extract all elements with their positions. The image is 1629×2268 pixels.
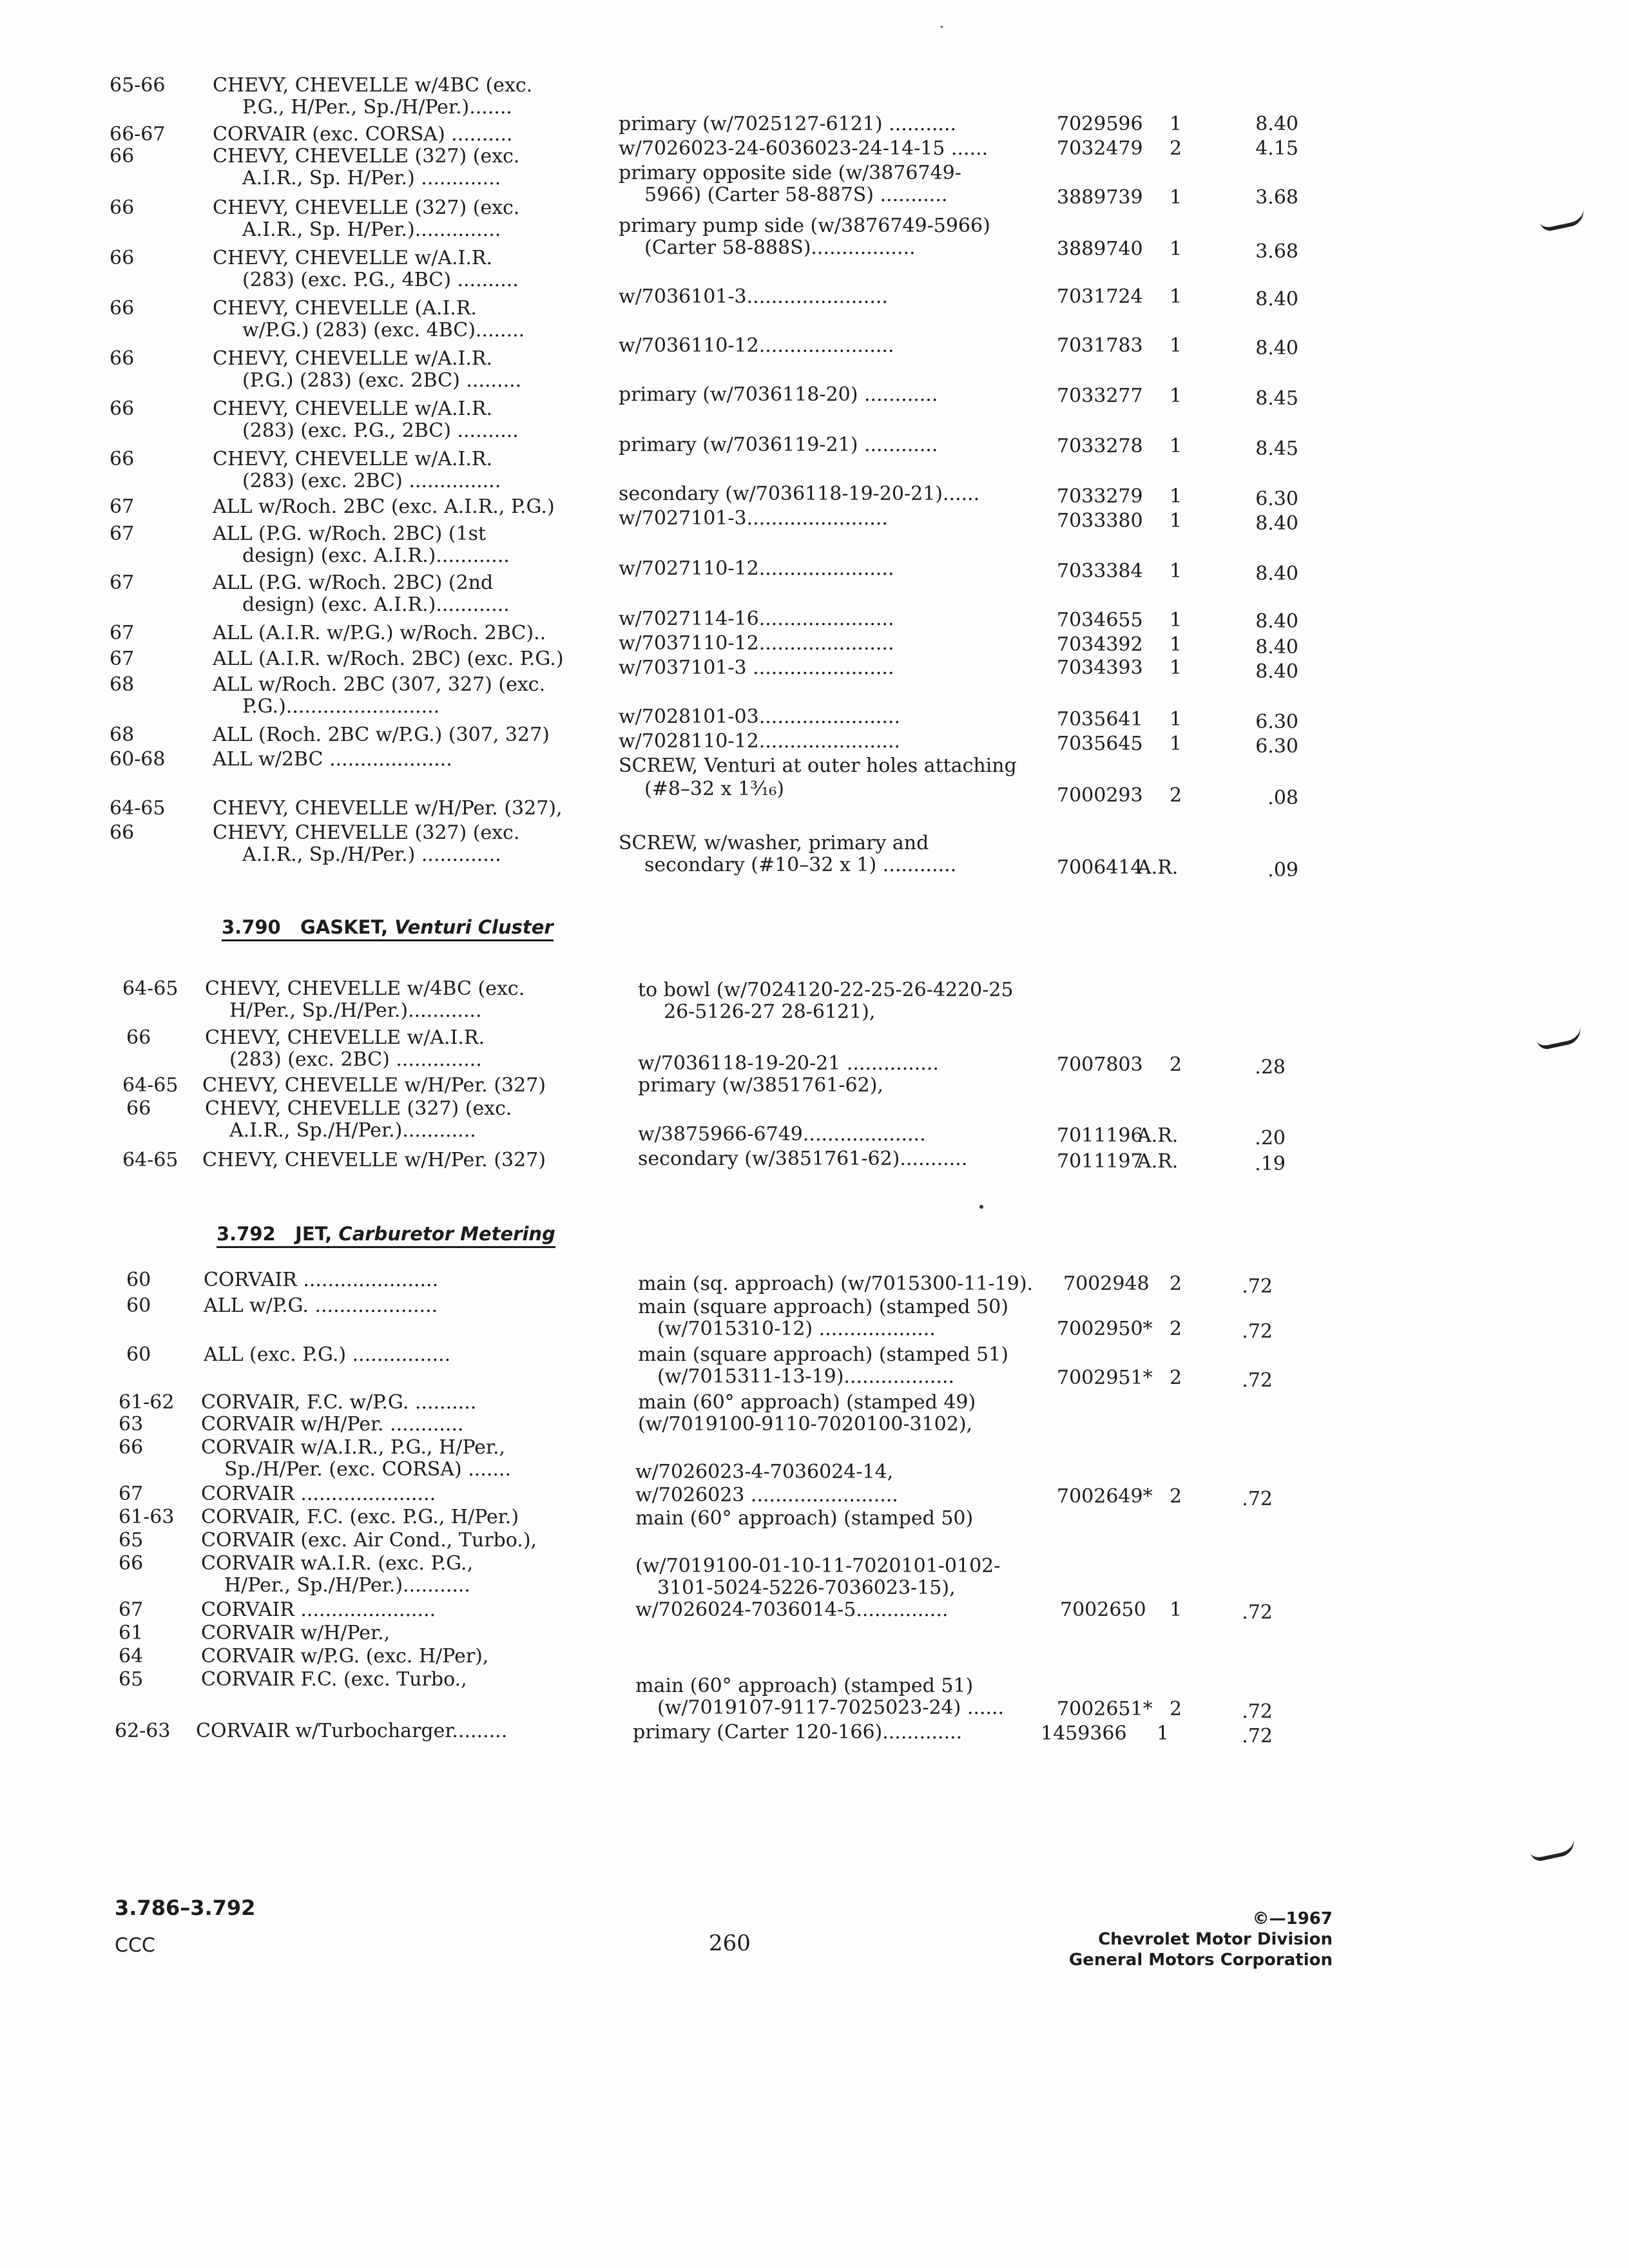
scan-mark bbox=[1539, 208, 1586, 233]
price: 3.68 bbox=[1255, 186, 1298, 209]
application-cont: A.I.R., Sp. H/Per.) ............. bbox=[242, 167, 501, 189]
year: 65 bbox=[119, 1668, 144, 1691]
price: .20 bbox=[1255, 1127, 1286, 1149]
corporation: General Motors Corporation bbox=[1068, 1950, 1333, 1970]
year: 66 bbox=[119, 1436, 144, 1459]
part-number: 7002651* bbox=[1057, 1698, 1153, 1720]
quantity: 1 bbox=[1170, 435, 1182, 457]
quantity: 1 bbox=[1170, 560, 1182, 582]
application-cont: P.G.)......................... bbox=[242, 695, 440, 718]
year: 67 bbox=[119, 1483, 144, 1505]
part-description: main (square approach) (stamped 51) bbox=[638, 1343, 1008, 1366]
price: .09 bbox=[1268, 859, 1298, 881]
application-cont: w/P.G.) (283) (exc. 4BC)........ bbox=[242, 319, 525, 341]
quantity: 2 bbox=[1170, 1273, 1182, 1295]
part-description-cont: (w/7015310-12) ................... bbox=[657, 1318, 936, 1340]
section-range: 3.786–3.792 bbox=[115, 1896, 256, 1920]
part-description: primary pump side (w/3876749-5966) bbox=[619, 215, 990, 237]
year: 60-68 bbox=[110, 748, 166, 771]
application: CHEVY, CHEVELLE w/A.I.R. bbox=[213, 347, 493, 370]
part-description: primary (w/7025127-6121) ........... bbox=[619, 113, 957, 135]
part-number: 7002948 bbox=[1063, 1273, 1150, 1295]
part-description: w/7037110-12...................... bbox=[619, 632, 894, 655]
year: 68 bbox=[110, 724, 135, 746]
part-description: primary opposite side (w/3876749- bbox=[619, 162, 961, 184]
part-description-cont: 3101-5024-5226-7036023-15), bbox=[657, 1577, 956, 1599]
application: CHEVY, CHEVELLE w/H/Per. (327) bbox=[202, 1149, 546, 1171]
quantity: 1 bbox=[1170, 186, 1182, 209]
part-description: secondary (w/7036118-19-20-21)...... bbox=[619, 483, 980, 505]
part-description: main (square approach) (stamped 50) bbox=[638, 1296, 1008, 1318]
application-cont: (P.G.) (283) (exc. 2BC) ......... bbox=[242, 369, 522, 392]
division: Chevrolet Motor Division bbox=[1098, 1930, 1333, 1949]
year: 66 bbox=[110, 297, 135, 320]
year: 66 bbox=[126, 1026, 151, 1049]
application: CORVAIR ...................... bbox=[204, 1269, 439, 1291]
application: CHEVY, CHEVELLE w/4BC (exc. bbox=[213, 74, 533, 97]
part-number: 7032479 bbox=[1057, 137, 1143, 160]
part-description: (w/7019100-9110-7020100-3102), bbox=[638, 1413, 973, 1436]
application: CORVAIR w/H/Per. ............ bbox=[201, 1413, 464, 1436]
application: CHEVY, CHEVELLE (327) (exc. bbox=[213, 145, 520, 168]
part-number: 7035641 bbox=[1057, 708, 1143, 731]
application: CORVAIR F.C. (exc. Turbo., bbox=[201, 1668, 467, 1691]
part-number: 7033380 bbox=[1057, 510, 1143, 532]
application-cont: H/Per., Sp./H/Per.)............ bbox=[229, 999, 482, 1022]
part-description: w/7036110-12...................... bbox=[619, 334, 894, 357]
price: .72 bbox=[1242, 1601, 1273, 1624]
price: .72 bbox=[1242, 1488, 1273, 1510]
year: 64-65 bbox=[122, 1074, 178, 1097]
quantity: 1 bbox=[1170, 609, 1182, 631]
section-subtitle: Venturi Cluster bbox=[394, 916, 554, 938]
section-subtitle: Carburetor Metering bbox=[338, 1223, 555, 1245]
application: ALL (P.G. w/Roch. 2BC) (2nd bbox=[213, 572, 494, 594]
part-description: w/7036118-19-20-21 ............... bbox=[638, 1052, 939, 1075]
part-number: 7035645 bbox=[1057, 733, 1143, 755]
part-description: primary (Carter 120-166)............. bbox=[633, 1721, 963, 1744]
section-number: 3.792 bbox=[217, 1223, 276, 1245]
year: 60 bbox=[126, 1343, 151, 1366]
quantity: 1 bbox=[1170, 657, 1182, 679]
part-description: w/7027114-16...................... bbox=[619, 608, 894, 630]
quantity: 1 bbox=[1170, 113, 1182, 135]
application-cont: (283) (exc. 2BC) ............... bbox=[242, 470, 501, 492]
scan-mark bbox=[1536, 1026, 1583, 1051]
year: 66 bbox=[110, 448, 135, 470]
application: CHEVY, CHEVELLE w/A.I.R. bbox=[213, 398, 493, 420]
part-description: w/7027110-12...................... bbox=[619, 557, 894, 580]
part-description: primary (w/7036119-21) ............ bbox=[619, 434, 938, 456]
part-description: w/7028110-12....................... bbox=[619, 730, 901, 753]
publisher-block bbox=[1069, 1908, 1333, 1970]
application: CHEVY, CHEVELLE w/H/Per. (327), bbox=[213, 797, 563, 820]
application: CORVAIR (exc. Air Cond., Turbo.), bbox=[201, 1529, 537, 1552]
price: .72 bbox=[1242, 1700, 1273, 1723]
part-description: w/7026023-4-7036024-14, bbox=[635, 1461, 894, 1483]
quantity: 2 bbox=[1170, 1053, 1182, 1076]
price: 6.30 bbox=[1255, 711, 1298, 733]
application-cont: (283) (exc. P.G., 4BC) .......... bbox=[242, 269, 519, 291]
application-cont: A.I.R., Sp. H/Per.).............. bbox=[242, 218, 501, 241]
part-number: 7029596 bbox=[1057, 113, 1143, 135]
application: CORVAIR w/H/Per., bbox=[201, 1622, 390, 1644]
year: 67 bbox=[110, 622, 135, 644]
year: 65 bbox=[119, 1529, 144, 1552]
price: 8.45 bbox=[1255, 387, 1298, 410]
application-cont: H/Per., Sp./H/Per.)........... bbox=[224, 1574, 470, 1597]
application: CORVAIR ...................... bbox=[201, 1483, 436, 1505]
part-number: 7031724 bbox=[1057, 285, 1143, 308]
year: 66 bbox=[110, 197, 135, 219]
part-description: w/7026023 ........................ bbox=[635, 1484, 898, 1506]
year: 66 bbox=[119, 1552, 144, 1575]
application: ALL (A.I.R. w/P.G.) w/Roch. 2BC).. bbox=[213, 622, 546, 644]
application: CHEVY, CHEVELLE (327) (exc. bbox=[205, 1097, 512, 1120]
year: 66 bbox=[110, 347, 135, 370]
price: 8.40 bbox=[1255, 337, 1298, 360]
year: 66 bbox=[110, 145, 135, 168]
quantity: 1 bbox=[1170, 485, 1182, 508]
catalog-code: CCC bbox=[115, 1934, 155, 1957]
year: 64-65 bbox=[110, 797, 166, 820]
scan-speck bbox=[979, 1205, 983, 1209]
application: CHEVY, CHEVELLE w/4BC (exc. bbox=[205, 977, 525, 1000]
year: 64 bbox=[119, 1645, 144, 1667]
part-number: 7033277 bbox=[1057, 385, 1143, 407]
quantity: 2 bbox=[1170, 784, 1182, 807]
application-cont: (283) (exc. 2BC) .............. bbox=[229, 1048, 482, 1071]
year: 62-63 bbox=[115, 1720, 171, 1742]
part-number: 7006414 bbox=[1057, 856, 1143, 879]
part-description-cont: 26-5126-27 28-6121), bbox=[664, 1001, 876, 1023]
application-cont: A.I.R., Sp./H/Per.)............ bbox=[229, 1119, 476, 1142]
price: 3.68 bbox=[1255, 240, 1298, 263]
quantity: 1 bbox=[1170, 510, 1182, 532]
price: 8.40 bbox=[1255, 562, 1298, 585]
scan-speck bbox=[941, 26, 943, 28]
section-title: JET, bbox=[295, 1223, 333, 1245]
part-description: primary (w/7036118-20) ............ bbox=[619, 383, 938, 406]
application: CORVAIR (exc. CORSA) .......... bbox=[213, 123, 513, 146]
part-number: 7034392 bbox=[1057, 633, 1143, 656]
quantity: 1 bbox=[1170, 285, 1182, 308]
part-description-cont: (#8–32 x 1³⁄₁₆) bbox=[644, 778, 784, 800]
section-title: GASKET, bbox=[300, 916, 389, 938]
part-number: 3889740 bbox=[1057, 238, 1143, 260]
application-cont: P.G., H/Per., Sp./H/Per.)....... bbox=[242, 96, 512, 119]
part-number: 7002951* bbox=[1057, 1367, 1153, 1389]
part-description-cont: secondary (#10–32 x 1) ............ bbox=[644, 854, 957, 876]
price: 8.40 bbox=[1255, 610, 1298, 633]
application: ALL w/2BC .................... bbox=[213, 748, 452, 771]
year: 60 bbox=[126, 1269, 151, 1291]
part-description: w/7036101-3....................... bbox=[619, 285, 888, 308]
quantity: 1 bbox=[1170, 1599, 1182, 1621]
part-number: 7034655 bbox=[1057, 609, 1143, 631]
part-description-cont: (Carter 58-888S)................. bbox=[644, 236, 916, 259]
application: CHEVY, CHEVELLE w/H/Per. (327) bbox=[202, 1074, 546, 1097]
quantity: 2 bbox=[1170, 1485, 1182, 1508]
quantity: 1 bbox=[1170, 708, 1182, 731]
year: 68 bbox=[110, 673, 135, 696]
application-cont: Sp./H/Per. (exc. CORSA) ....... bbox=[224, 1458, 511, 1481]
price: .72 bbox=[1242, 1320, 1273, 1343]
application: CHEVY, CHEVELLE (A.I.R. bbox=[213, 297, 477, 320]
part-description: main (60° approach) (stamped 49) bbox=[638, 1391, 976, 1414]
year: 66 bbox=[126, 1097, 151, 1120]
application-cont: (283) (exc. P.G., 2BC) .......... bbox=[242, 419, 519, 442]
application-cont: design) (exc. A.I.R.)............ bbox=[242, 593, 510, 616]
part-description: main (sq. approach) (w/7015300-11-19). bbox=[638, 1273, 1034, 1295]
price: .28 bbox=[1255, 1056, 1286, 1079]
quantity: 2 bbox=[1170, 137, 1182, 160]
part-description-cont: (w/7019107-9117-7025023-24) ...... bbox=[657, 1696, 1005, 1719]
section-heading bbox=[222, 916, 554, 941]
quantity: A.R. bbox=[1137, 1150, 1179, 1173]
application: CORVAIR, F.C. (exc. P.G., H/Per.) bbox=[201, 1506, 519, 1528]
part-description: w/7026024-7036014-5............... bbox=[635, 1599, 949, 1621]
price: 6.30 bbox=[1255, 488, 1298, 510]
part-description: w/7027101-3....................... bbox=[619, 507, 888, 530]
part-description-cont: 5966) (Carter 58-887S) ........... bbox=[644, 184, 948, 206]
quantity: 1 bbox=[1170, 385, 1182, 407]
part-number: 7033279 bbox=[1057, 485, 1143, 508]
part-description: SCREW, w/washer, primary and bbox=[619, 832, 929, 854]
application: ALL w/Roch. 2BC (307, 327) (exc. bbox=[213, 673, 546, 696]
price: 4.15 bbox=[1255, 137, 1298, 160]
copyright: ©—1967 bbox=[1252, 1909, 1333, 1928]
quantity: 2 bbox=[1170, 1367, 1182, 1389]
part-description: w/7026023-24-6036023-24-14-15 ...... bbox=[619, 137, 988, 160]
price: 8.40 bbox=[1255, 636, 1298, 658]
part-description: primary (w/3851761-62), bbox=[638, 1074, 883, 1097]
year: 64-65 bbox=[122, 1149, 178, 1171]
quantity: A.R. bbox=[1137, 1124, 1179, 1147]
scan-mark bbox=[1529, 1838, 1576, 1863]
application: CORVAIR w/Turbocharger......... bbox=[196, 1720, 508, 1742]
part-description: w/3875966-6749.................... bbox=[638, 1123, 926, 1146]
application: CORVAIR wA.I.R. (exc. P.G., bbox=[201, 1552, 474, 1575]
quantity: 1 bbox=[1170, 334, 1182, 357]
year: 66-67 bbox=[110, 123, 166, 146]
quantity: A.R. bbox=[1137, 856, 1179, 879]
application: ALL w/Roch. 2BC (exc. A.I.R., P.G.) bbox=[213, 495, 555, 518]
year: 63 bbox=[119, 1413, 144, 1436]
year: 67 bbox=[110, 495, 135, 518]
part-description: SCREW, Venturi at outer holes attaching bbox=[619, 754, 1017, 777]
year: 66 bbox=[110, 822, 135, 844]
part-description: main (60° approach) (stamped 50) bbox=[635, 1507, 974, 1530]
year: 67 bbox=[110, 523, 135, 545]
year: 67 bbox=[110, 648, 135, 670]
quantity: 2 bbox=[1170, 1318, 1182, 1340]
year: 61 bbox=[119, 1622, 144, 1644]
application: CHEVY, CHEVELLE w/A.I.R. bbox=[205, 1026, 485, 1049]
part-number: 7033384 bbox=[1057, 560, 1143, 582]
part-number: 7002950* bbox=[1057, 1318, 1153, 1340]
quantity: 1 bbox=[1170, 633, 1182, 656]
year: 61-62 bbox=[119, 1391, 175, 1414]
part-description: w/7037101-3 ....................... bbox=[619, 657, 894, 679]
application: ALL (exc. P.G.) ................ bbox=[204, 1343, 451, 1366]
page-number: 260 bbox=[709, 1930, 751, 1956]
year: 66 bbox=[110, 398, 135, 420]
part-number: 7002649* bbox=[1057, 1485, 1153, 1508]
part-number: 7002650 bbox=[1060, 1599, 1146, 1621]
quantity: 1 bbox=[1157, 1722, 1170, 1745]
part-number: 7000293 bbox=[1057, 784, 1143, 807]
section-heading bbox=[217, 1223, 555, 1248]
part-description: w/7028101-03....................... bbox=[619, 706, 901, 728]
application: ALL (Roch. 2BC w/P.G.) (307, 327) bbox=[213, 724, 550, 746]
price: 8.40 bbox=[1255, 113, 1298, 135]
part-description: to bowl (w/7024120-22-25-26-4220-25 bbox=[638, 979, 1014, 1001]
part-number: 7011197 bbox=[1057, 1150, 1143, 1173]
year: 64-65 bbox=[122, 977, 178, 1000]
application: ALL w/P.G. .................... bbox=[204, 1294, 438, 1317]
price: .72 bbox=[1242, 1725, 1273, 1747]
quantity: 2 bbox=[1170, 1698, 1182, 1720]
part-description: (w/7019100-01-10-11-7020101-0102- bbox=[635, 1555, 1001, 1577]
part-number: 7034393 bbox=[1057, 657, 1143, 679]
price: .19 bbox=[1255, 1153, 1286, 1175]
year: 67 bbox=[110, 572, 135, 594]
year: 67 bbox=[119, 1599, 144, 1621]
application: CORVAIR w/A.I.R., P.G., H/Per., bbox=[201, 1436, 506, 1459]
part-number: 7031783 bbox=[1057, 334, 1143, 357]
quantity: 1 bbox=[1170, 238, 1182, 260]
application-cont: A.I.R., Sp./H/Per.) ............. bbox=[242, 843, 501, 866]
year: 65-66 bbox=[110, 74, 166, 97]
application-cont: design) (exc. A.I.R.)............ bbox=[242, 544, 510, 567]
part-number: 3889739 bbox=[1057, 186, 1143, 209]
application: CORVAIR ...................... bbox=[201, 1599, 436, 1621]
price: 8.40 bbox=[1255, 660, 1298, 683]
application: ALL (A.I.R. w/Roch. 2BC) (exc. P.G.) bbox=[213, 648, 564, 670]
application: CHEVY, CHEVELLE (327) (exc. bbox=[213, 822, 520, 844]
part-number: 1459366 bbox=[1041, 1722, 1127, 1745]
price: 8.45 bbox=[1255, 437, 1298, 460]
price: 8.40 bbox=[1255, 288, 1298, 311]
price: .72 bbox=[1242, 1369, 1273, 1392]
price: .08 bbox=[1268, 787, 1298, 809]
part-number: 7007803 bbox=[1057, 1053, 1143, 1076]
application: CORVAIR, F.C. w/P.G. .......... bbox=[201, 1391, 477, 1414]
year: 60 bbox=[126, 1294, 151, 1317]
section-number: 3.790 bbox=[222, 916, 281, 938]
part-number: 7011196 bbox=[1057, 1124, 1143, 1147]
part-description-cont: (w/7015311-13-19).................. bbox=[657, 1365, 955, 1388]
application: CHEVY, CHEVELLE w/A.I.R. bbox=[213, 247, 493, 269]
application: CHEVY, CHEVELLE (327) (exc. bbox=[213, 197, 520, 219]
year: 61-63 bbox=[119, 1506, 175, 1528]
quantity: 1 bbox=[1170, 733, 1182, 755]
part-description: main (60° approach) (stamped 51) bbox=[635, 1675, 974, 1697]
application: ALL (P.G. w/Roch. 2BC) (1st bbox=[213, 523, 487, 545]
application: CHEVY, CHEVELLE w/A.I.R. bbox=[213, 448, 493, 470]
price: 8.40 bbox=[1255, 512, 1298, 535]
year: 66 bbox=[110, 247, 135, 269]
part-description: secondary (w/3851761-62)........... bbox=[638, 1148, 968, 1170]
price: 6.30 bbox=[1255, 735, 1298, 758]
part-number: 7033278 bbox=[1057, 435, 1143, 457]
price: .72 bbox=[1242, 1275, 1273, 1298]
application: CORVAIR w/P.G. (exc. H/Per), bbox=[201, 1645, 489, 1667]
